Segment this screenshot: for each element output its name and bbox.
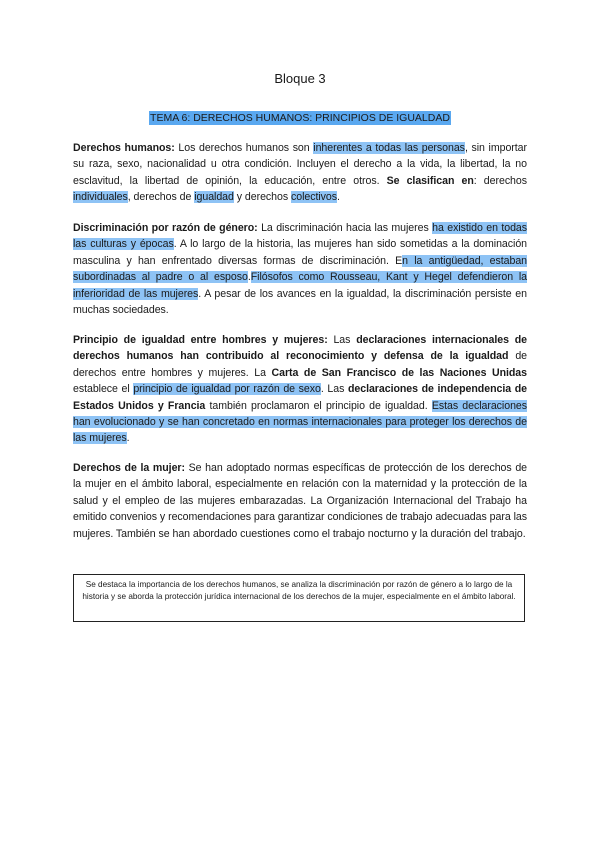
topic-title-row xyxy=(0,108,600,126)
highlight: Estas declaraciones han evolucionado y se han concretado en normas internacionales para proteger los derechos de las mujeres xyxy=(73,399,528,445)
section-heading: Derechos de la mujer: xyxy=(73,462,185,474)
highlight: igualdad xyxy=(194,191,234,204)
highlight: principio de igualdad por razón de sexo xyxy=(133,383,321,396)
section-heading: Derechos humanos: xyxy=(73,142,175,154)
section-derechos-humanos: Derechos humanos: Los derechos humanos son inherentes a todas las personas, sin importar su raza, sexo, nacionalidad u otra condición. Incluyen el derecho a la vida, la libertad, la no esclavitud, la libertad de opinión, la educación, entre otros. Se clasifican en: derechos individuales, derechos de igualdad y derechos colectivos. xyxy=(73,142,527,204)
highlight: Filósofos como Rousseau, Kant y Hegel defendieron la inferioridad de las mujeres xyxy=(73,271,527,300)
section-heading: Principio de igualdad entre hombres y mujeres: xyxy=(73,334,328,346)
highlight: inherentes a todas las personas xyxy=(313,142,465,154)
block-label: Bloque 3 xyxy=(274,71,326,86)
highlight: individuales xyxy=(73,191,128,204)
section-discriminacion: Discriminación por razón de género: La discriminación hacia las mujeres ha existido en todas las culturas y épocas. A lo largo de la historia, las mujeres han sido sometidas a la dominación masculina y han enfrentado diversas formas de discriminación. En la antigüedad, estaban subordinadas al padre o al esposo.Filósofos como Rousseau, Kant y Hegel defendieron la inferioridad de las mujeres. A pesar de los avances en la igualdad, la discriminación persiste en muchas sociedades. xyxy=(73,222,528,317)
section-heading: Discriminación por razón de género: xyxy=(73,222,258,234)
highlight: ha existido en todas las culturas y épocas xyxy=(73,222,528,251)
section-principio-igualdad: Principio de igualdad entre hombres y mujeres: Las declaraciones internacionales de derechos humanos han contribuido al reconocimiento y defensa de la igualdad de derechos entre hombres y mujeres. La Carta de San Francisco de las Naciones Unidas establece el principio de igualdad por razón de sexo. Las declaraciones de independencia de Estados Unidos y Francia también proclamaron el principio de igualdad. Estas declaraciones han evolucionado y se han concretado en normas internacionales para proteger los derechos de las mujeres. xyxy=(73,334,528,445)
topic-title: TEMA 6: DERECHOS HUMANOS: PRINCIPIOS DE IGUALDAD xyxy=(150,112,450,124)
section-derechos-mujer: Derechos de la mujer: Se han adoptado normas específicas de protección de los derechos de la mujer en el ámbito laboral, especialmente en relación con la maternidad y la protección de la salud y el empleo de las mujeres embarazadas. La Organización Internacional del Trabajo ha emitido convenios y recomendaciones para garantizar condiciones de trabajo adecuadas para las mujeres. También se han abordado cuestiones como el trabajo nocturno y la duración del trabajo. xyxy=(73,462,528,540)
summary-box: Se destaca la importancia de los derechos humanos, se analiza la discriminación por razón de género a lo largo de la historia y se aborda la protección jurídica internacional de los derechos de la mujer, especialmente en el ámbito laboral. xyxy=(73,574,525,622)
highlight: colectivos xyxy=(290,191,337,204)
highlight: n la antigüedad, estaban subordinadas al padre o al esposo xyxy=(73,254,528,284)
